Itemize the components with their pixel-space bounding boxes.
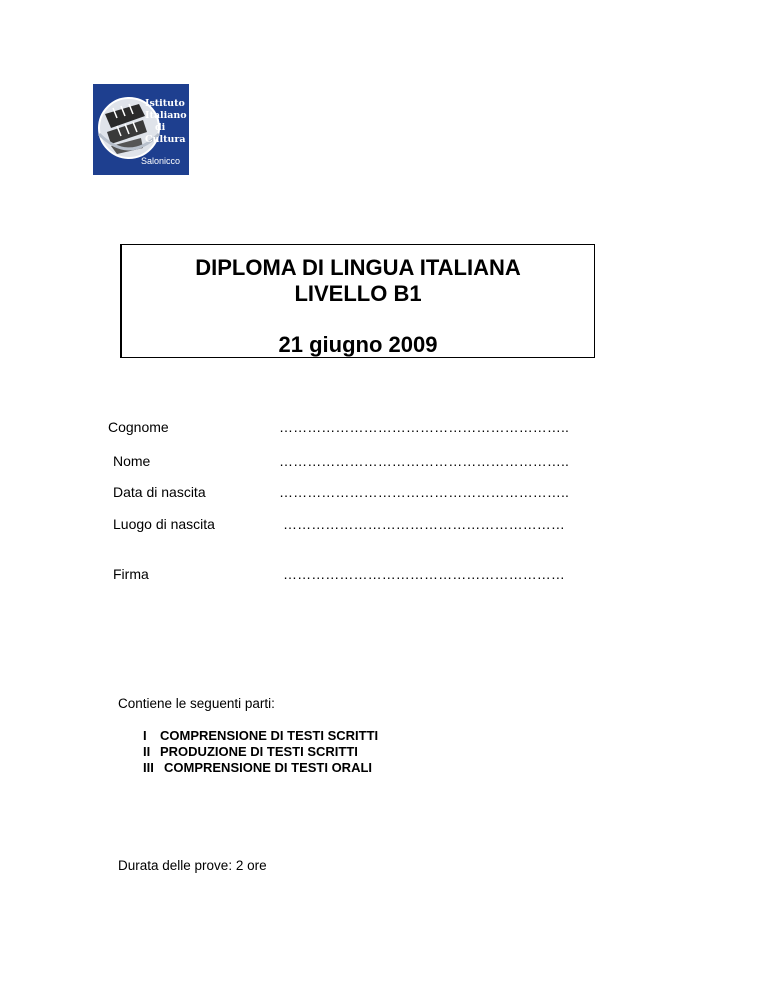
part-number: I bbox=[143, 728, 147, 743]
part-label: COMPRENSIONE DI TESTI ORALI bbox=[164, 760, 373, 775]
exam-level: LIVELLO B1 bbox=[294, 281, 422, 306]
exam-title-box bbox=[120, 244, 595, 358]
signature-field[interactable]: …………………………………………………… bbox=[283, 566, 565, 582]
name-field[interactable]: …………………………………………………….. bbox=[279, 453, 569, 469]
contents-intro: Contiene le seguenti parti: bbox=[118, 696, 275, 711]
institute-logo bbox=[93, 84, 189, 175]
exam-duration: Durata delle prove: 2 ore bbox=[118, 858, 267, 873]
part-number: II bbox=[143, 744, 151, 759]
logo-line-3: di bbox=[155, 122, 166, 133]
name-label: Nome bbox=[113, 453, 151, 469]
birth-place-field[interactable]: …………………………………………………… bbox=[283, 516, 565, 532]
logo-line-4: Cultura bbox=[145, 134, 186, 145]
logo-name bbox=[145, 98, 189, 146]
list-item bbox=[143, 760, 378, 776]
list-item bbox=[143, 728, 378, 744]
part-number: III bbox=[143, 760, 154, 775]
birth-place-label: Luogo di nascita bbox=[113, 516, 215, 532]
list-item bbox=[143, 744, 378, 760]
logo-city: Salonicco bbox=[141, 156, 181, 166]
part-label: PRODUZIONE DI TESTI SCRITTI bbox=[160, 744, 358, 759]
signature-label: Firma bbox=[113, 566, 149, 582]
surname-label: Cognome bbox=[108, 419, 169, 435]
surname-field[interactable]: …………………………………………………….. bbox=[279, 419, 569, 435]
part-label: COMPRENSIONE DI TESTI SCRITTI bbox=[160, 728, 379, 743]
logo-line-2: Italiano bbox=[145, 110, 187, 121]
logo-line-1: Istituto bbox=[145, 98, 185, 109]
parts-list bbox=[143, 728, 378, 776]
exam-date: 21 giugno 2009 bbox=[278, 332, 438, 357]
exam-title: DIPLOMA DI LINGUA ITALIANA bbox=[195, 255, 521, 280]
birth-date-field[interactable]: …………………………………………………….. bbox=[279, 484, 569, 500]
birth-date-label: Data di nascita bbox=[113, 484, 206, 500]
